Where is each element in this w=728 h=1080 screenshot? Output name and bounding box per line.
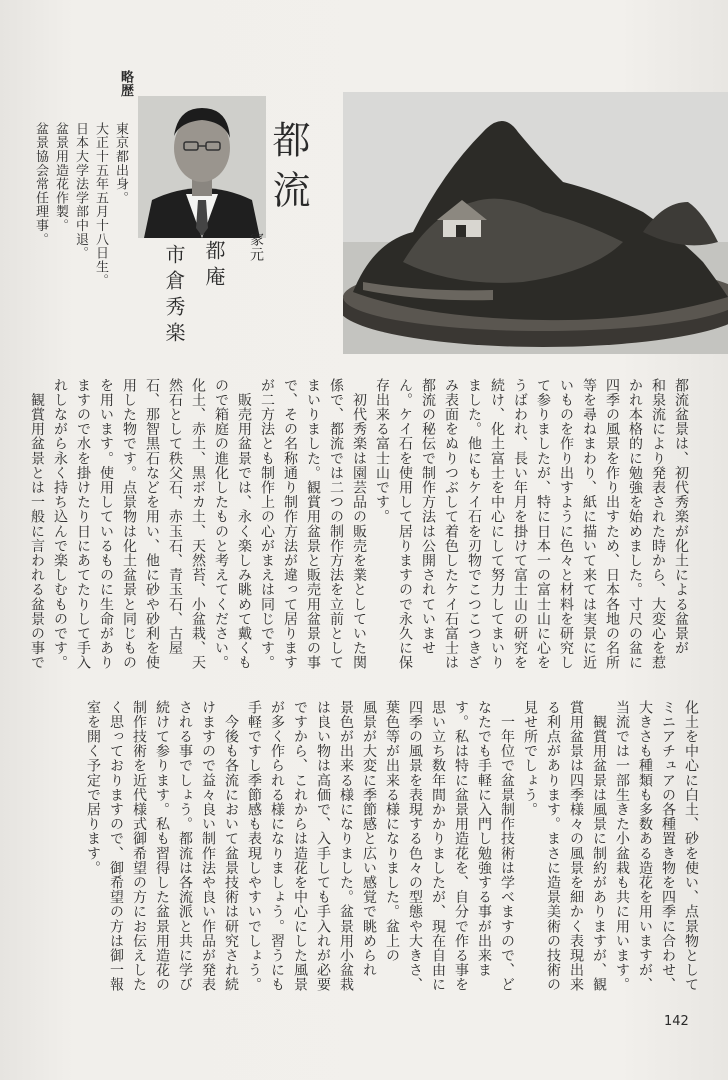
bio-line: 大正十五年五月十八日生。 (93, 122, 108, 288)
upper-text-line: 化土、赤土、黒ボカ土、天然苔、小盆栽、天 (190, 378, 206, 670)
upper-text-line: ました。他にもケイ石を刃物でこつこつきざ (466, 378, 482, 670)
upper-text-line: 存出来る富士山です。 (374, 378, 390, 524)
upper-text-line: うばわれ、長い年月を掛けて富士山の研究を (512, 378, 528, 670)
upper-text-line: まいりました。観賞用盆景と販売用盆景の事 (305, 378, 321, 670)
upper-text-line: ので箱庭の進化したものと考えてください。 (213, 378, 229, 670)
lower-text-line: 制作技術を近代様式御希望の方にお伝えした (131, 700, 147, 992)
lower-text-line: ミニアチュアの各種置き物を四季に合わせ、 (660, 700, 676, 992)
upper-text-line: ますので水を掛けたり日にあてたりして手入 (75, 378, 91, 670)
lower-text-line: 観賞用盆景は風景に制約がありますが、観 (591, 700, 607, 992)
bio-line: 東京都出身。 (113, 122, 128, 205)
lower-text-line: 手軽ですし季節感も表現しやすいでしょう。 (246, 700, 262, 992)
upper-text-line: 石、那智黒石などを用い、他に砂や砂利を使 (144, 378, 160, 670)
lower-text-line: なたでも手軽に入門し勉強する事が出来ま (476, 700, 492, 978)
lower-text-line: 思い立ち数年間かかりましたが、現在自由に (430, 700, 446, 992)
upper-text-line: 都流盆景は、初代秀楽が化土による盆景が (673, 378, 689, 656)
bio-line: 盆景協会常任理事。 (33, 122, 48, 247)
lower-text-line: す。私は特に盆景用造花を、自分で作る事を (453, 700, 469, 992)
upper-text-line: が二方法とも制作上の心がまえは同じです。 (259, 378, 275, 670)
lower-text-line: 四季の風景を表現する色々の型態や大きさ、 (407, 700, 423, 992)
upper-text-line: て参りましたが、特に日本一の富士山に心を (535, 378, 551, 670)
person-name: 市倉秀楽 (162, 244, 186, 348)
upper-text-line: 初代秀楽は園芸品の販売を業としていた関 (351, 378, 367, 670)
upper-text-line: かれ本格的に勉強を始めました。寸尺の盆に (627, 378, 643, 670)
bio-line: 盆景用造花作製。 (53, 122, 68, 233)
page-number: 142 (664, 1014, 689, 1029)
ryu-title: 都庵 (202, 240, 226, 292)
lower-text-line: る利点があります。まさに造景美術の技術の (545, 700, 561, 992)
upper-text-line: 和泉流により発表された時から、大変心を惹 (650, 378, 666, 670)
lower-text-line: けますので益々良い制作法や良い作品が発表 (200, 700, 216, 992)
lower-text-line: 化土を中心に白土、砂を使い、点景物として (683, 700, 699, 992)
upper-text-line: 然石として秩父石、赤玉石、青玉石、古屋 (167, 378, 183, 656)
upper-text-line: 続け、化土富士を中心にして努力してまいり (489, 378, 505, 670)
lower-text-line: 景色が出来る様になりました。盆景用小盆栽 (338, 700, 354, 992)
lower-text-line: は良い物は高価で、入手しても手入れが必要 (315, 700, 331, 992)
bonkei-landscape (343, 92, 728, 354)
lower-text-line: 今後も各流において盆景技術は研究され続 (223, 700, 239, 992)
bio-line: 日本大学法学部中退。 (73, 122, 88, 260)
role-label: 家元 (248, 232, 264, 262)
lower-text-line: される事でしょう。都流は各流派と共に学び (177, 700, 193, 992)
lower-text-line: 見せ所でしょう。 (522, 700, 538, 817)
portrait-figure (138, 96, 266, 238)
upper-text-line: 係で、都流では二つの制作方法を立前として (328, 378, 344, 670)
upper-text-line: 等を尋ねまわり、紙に描いて来ては実景に近 (581, 378, 597, 670)
lower-text-line: 葉色等が出来る様になりました。盆上の (384, 700, 400, 963)
upper-text-line: 都流の秘伝で制作方法は公開されていませ (420, 378, 436, 656)
upper-text-line: み表面をぬりつぶして着色したケイ石富士は (443, 378, 459, 670)
upper-text-line: いものを作り出すように色々と材料を研究し (558, 378, 574, 670)
lower-text-line: 大きさも種類も多数ある造花を用いますが、 (637, 700, 653, 992)
upper-text-line: 用した物です。点景物は化土盆景と同じもの (121, 378, 137, 670)
lower-text-line: が多く作られる様になりましょう。習うにも (269, 700, 285, 992)
lower-text-line: 風景が大変に季節感と広い感覚で眺められ (361, 700, 377, 978)
lower-text-line: 当流では一部生きた小盆栽も共に用います。 (614, 700, 630, 992)
upper-text-line: ん。ケイ石を使用して居りますので永久に保 (397, 378, 413, 670)
bonkei-photo (343, 92, 728, 354)
lower-text-line: ですから、これからは造花を中心にした風景 (292, 700, 308, 992)
upper-text-line: で、その名称通り制作方法が違って居ります (282, 378, 298, 670)
lower-text-line: 続けて参ります。私も習得した盆景用造花の (154, 700, 170, 992)
upper-text-line: れしながら永く持ち込んで楽しむものです。 (52, 378, 68, 670)
upper-text-line: を用います。使用しているものに生命があり (98, 378, 114, 670)
upper-text-line: 販売用盆景では、永く楽しみ眺めて戴くも (236, 378, 252, 670)
lower-text-line: 一年位で盆景制作技術は学べますので、ど (499, 700, 515, 992)
lower-text-line: 賞用盆景は四季様々の風景を細かく表現出来 (568, 700, 584, 992)
portrait-photo (138, 96, 266, 238)
bio-label: 略歴 (118, 70, 133, 98)
upper-text-line: 観賞用盆景とは一般に言われる盆景の事で (29, 378, 45, 670)
lower-text-line: く思っておりますので、御希望の方は御一報 (108, 700, 124, 992)
upper-text-line: 四季の風景を作り出すため、日本各地の名所 (604, 378, 620, 670)
school-title: 都流 (266, 120, 310, 220)
lower-text-line: 室を開く予定で居ります。 (85, 700, 101, 876)
